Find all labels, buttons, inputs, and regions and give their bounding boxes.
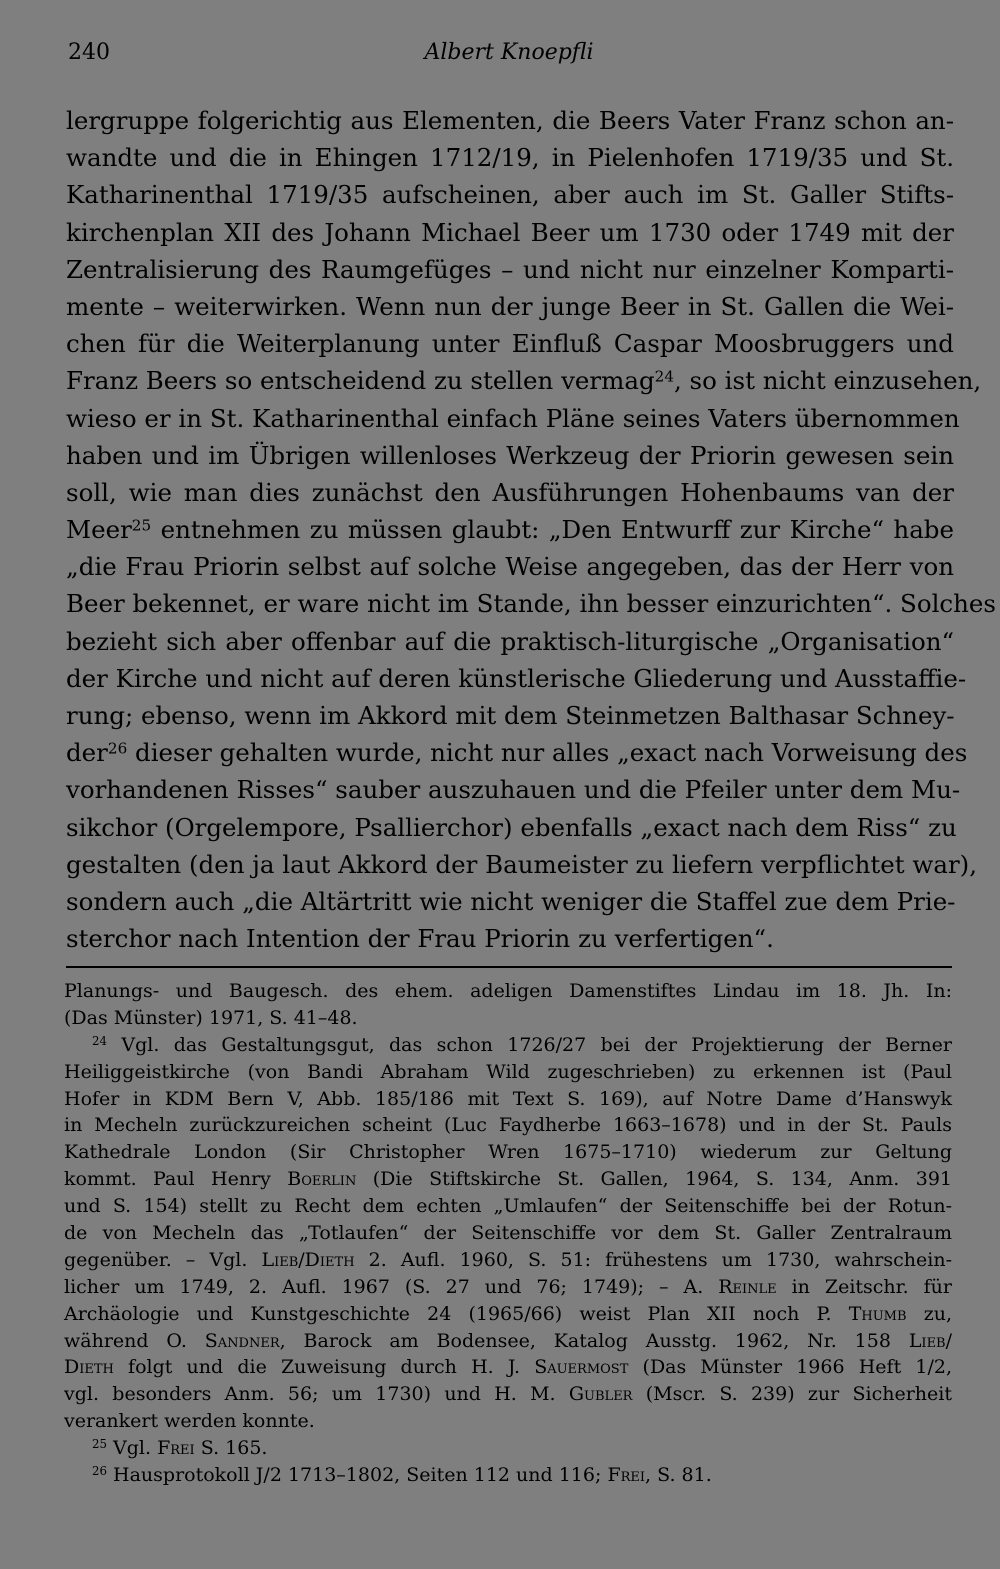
text-line: sterchor nach Intention der Frau Priorin zu verfertigen“. [66, 924, 774, 954]
author-name: Lieb/ [908, 1329, 953, 1352]
footnote-line: Planungs- und Baugesch. des ehem. adeligen Damenstiftes Lindau im 18. Jh. In: [64, 980, 952, 1002]
main-text [66, 102, 996, 957]
author-name: Sauermost [534, 1356, 629, 1379]
footnote-number: 26 [92, 1464, 107, 1479]
text-line: Zentralisierung des Raumgefüges – und nicht nur einzelner Komparti- [66, 254, 954, 284]
footnote-line: gegenüber. – Vgl. Lieb/Dieth 2. Aufl. 1960, S. 51: frühestens um 1730, wahrschein- [64, 1248, 952, 1271]
text-line: Meer$^{25}$ entnehmen zu müssen glaubt: „Den Entwurff zur Kirche“ habe [66, 515, 954, 545]
text-line: sondern auch „die Altärtritt wie nicht weniger die Staffel zue dem Prie- [66, 886, 956, 916]
text-line: rung; ebenso, wenn im Akkord mit dem Steinmetzen Balthasar Schney- [66, 701, 955, 730]
text-line: Beer bekennet, er ware nicht im Stande, ihn besser einzurichten“. Solches [66, 589, 996, 619]
author-name: Boerlin [287, 1168, 357, 1191]
author-name: Gubler [568, 1383, 633, 1406]
footnote-line: $^{24}$ Vgl. das Gestaltungsgut, das schon 1726/27 bei der Projektierung der Berner [92, 1033, 952, 1056]
text-line: sikchor (Orgelempore, Psallierchor) ebenfalls „exact nach dem Riss“ zu [66, 812, 957, 842]
author-name: Dieth [64, 1356, 114, 1379]
text-line: wieso er in St. Katharinenthal einfach Pläne seines Vaters übernommen [66, 403, 960, 433]
text-line: chen für die Weiterplanung unter Einfluß Caspar Moosbruggers und [66, 329, 954, 359]
footnote-line: licher um 1749, 2. Aufl. 1967 (S. 27 und 76; 1749); – A. Reinle in Zeitschr. für [64, 1275, 952, 1298]
footnote-line: (Das Münster) 1971, S. 41–48. [64, 1006, 358, 1029]
footnote-line: vgl. besonders Anm. 56; um 1730) und H. M. Gubler (Mscr. S. 239) zur Sicherheit [64, 1383, 953, 1406]
text-line: der$^{26}$ dieser gehalten wurde, nicht nur alles „exact nach Vorweisung des [66, 738, 968, 768]
footnote-line: Kathedrale London (Sir Christopher Wren 1675–1710) wiederum zur Geltung [64, 1141, 952, 1164]
footnotes [64, 978, 952, 1489]
author-name: Reinle [718, 1275, 777, 1298]
footnote-line: de von Mecheln das „Totlaufen“ der Seitenschiffe vor dem St. Galler Zentralraum [64, 1222, 952, 1245]
text-line: „die Frau Priorin selbst auf solche Weise angegeben, das der Herr von [66, 552, 954, 582]
text-line: soll, wie man dies zunächst den Ausführungen Hohenbaums van der [66, 477, 954, 507]
text-line: mente – weiterwirken. Wenn nun der junge Beer in St. Gallen die Wei- [66, 291, 954, 321]
footnote-ref: 25 [131, 516, 152, 535]
text-line: wandte und die in Ehingen 1712/19, in Pielenhofen 1719/35 und St. [66, 143, 954, 173]
footnote-line: verankert werden konnte. [64, 1410, 315, 1433]
footnote-line: kommt. Paul Henry Boerlin (Die Stiftskirche St. Gallen, 1964, S. 134, Anm. 391 [64, 1168, 952, 1191]
footnote-separator [66, 966, 952, 968]
author-name: Sandner [204, 1329, 280, 1352]
text-line: kirchenplan XII des Johann Michael Beer um 1730 oder 1749 mit der [66, 217, 954, 247]
footnote-number: 24 [92, 1033, 107, 1048]
page-header [68, 40, 950, 80]
text-line: lergruppe folgerichtig aus Elementen, die Beers Vater Franz schon an- [66, 106, 954, 135]
text-line: Katharinenthal 1719/35 aufscheinen, aber auch im St. Galler Stifts- [66, 180, 954, 210]
footnote-line: und S. 154) stellt zu Recht dem echten „Umlaufen“ der Seitenschiffe bei der Rotun- [64, 1195, 952, 1218]
footnote-ref: 24 [654, 367, 674, 386]
footnote-number: 25 [92, 1437, 107, 1452]
footnote-line: Heiliggeistkirche (von Bandi Abraham Wild zugeschrieben) zu erkennen ist (Paul [64, 1060, 952, 1083]
footnote-line: Archäologie und Kunstgeschichte 24 (1965/66) weist Plan XII noch P. Thumb zu, [64, 1302, 952, 1325]
page-number: 240 [68, 40, 110, 65]
footnote-line: während O. Sandner, Barock am Bodensee, Katalog Ausstg. 1962, Nr. 158 Lieb/ [64, 1329, 953, 1352]
footnote-line: Dieth folgt und die Zuweisung durch H. J. Sauermost (Das Münster 1966 Heft 1/2, [64, 1356, 952, 1379]
text-line: Franz Beers so entscheidend zu stellen vermag$^{24}$, so ist nicht einzusehen, [66, 366, 982, 396]
text-line: bezieht sich aber offenbar auf die praktisch-liturgische „Organisation“ [66, 626, 954, 656]
footnote-line: $^{25}$ Vgl. Frei S. 165. [92, 1437, 268, 1460]
text-line: gestalten (den ja laut Akkord der Baumeister zu liefern verpflichtet war), [66, 849, 977, 879]
text-line: haben und im Übrigen willenloses Werkzeug der Priorin gewesen sein [66, 440, 954, 470]
footnote-line: $^{26}$ Hausprotokoll J/2 1713–1802, Seiten 112 und 116; Frei, S. 81. [92, 1464, 712, 1487]
footnote-line: Hofer in KDM Bern V, Abb. 185/186 mit Text S. 169), auf Notre Dame d’Hanswyk [64, 1087, 952, 1110]
author-name: Thumb [848, 1302, 907, 1325]
footnote-line: in Mecheln zurückzureichen scheint (Luc Faydherbe 1663–1678) und in der St. Pauls [64, 1114, 952, 1137]
text-line: vorhandenen Risses“ sauber auszuhauen und die Pfeiler unter dem Mu- [66, 775, 961, 805]
footnote-ref: 26 [107, 739, 128, 758]
text-line: der Kirche und nicht auf deren künstlerische Gliederung und Ausstaffie- [66, 663, 967, 693]
author-name: Lieb/Dieth [261, 1248, 355, 1271]
running-title: Albert Knoepfli [424, 40, 594, 65]
author-name: Frei [157, 1437, 195, 1460]
author-name: Frei [607, 1464, 646, 1487]
